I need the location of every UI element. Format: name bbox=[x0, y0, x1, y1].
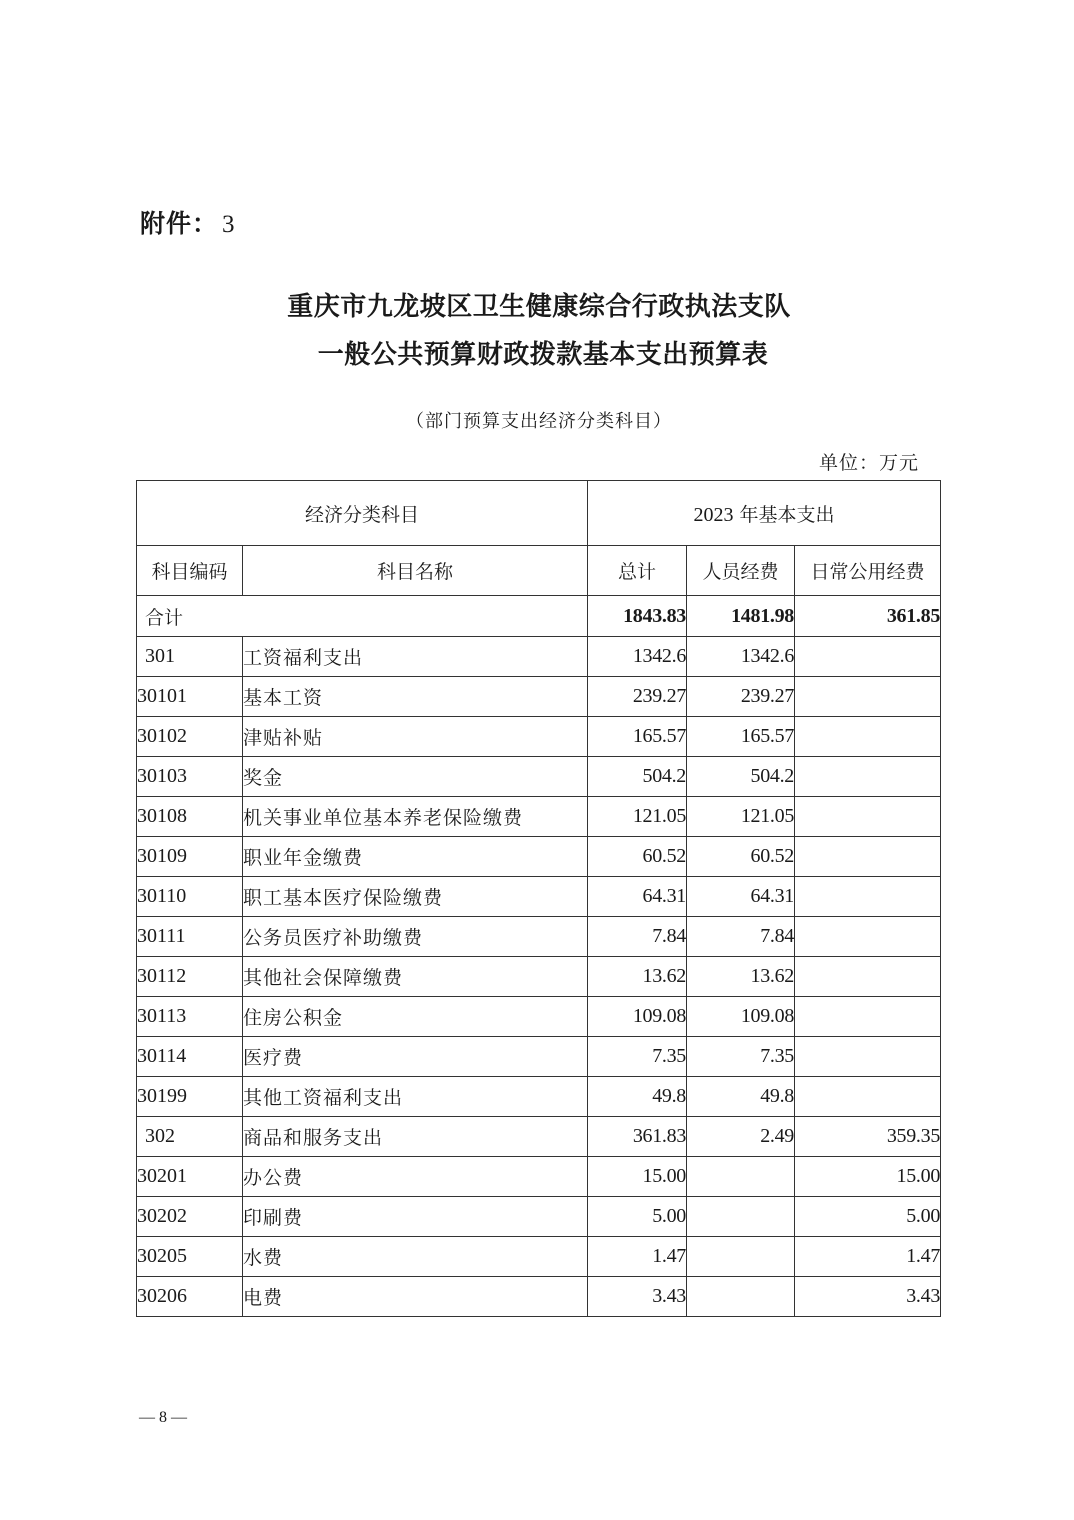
row-code: 30103 bbox=[137, 757, 243, 797]
row-code: 30108 bbox=[137, 797, 243, 837]
table-row bbox=[137, 1237, 941, 1277]
row-code: 30109 bbox=[137, 837, 243, 877]
row-personnel bbox=[687, 1197, 795, 1237]
row-name: 印刷费 bbox=[243, 1197, 588, 1237]
row-code: 30206 bbox=[137, 1277, 243, 1317]
page-number: — 8 — bbox=[139, 1409, 187, 1426]
budget-table bbox=[136, 480, 941, 1317]
header-name: 科目名称 bbox=[243, 546, 588, 596]
row-public bbox=[795, 997, 941, 1037]
row-personnel: 165.57 bbox=[687, 717, 795, 757]
row-total: 361.83 bbox=[588, 1117, 687, 1157]
total-sum: 1843.83 bbox=[588, 596, 687, 637]
row-personnel bbox=[687, 1157, 795, 1197]
row-personnel: 109.08 bbox=[687, 997, 795, 1037]
row-total: 3.43 bbox=[588, 1277, 687, 1317]
row-code: 30114 bbox=[137, 1037, 243, 1077]
row-personnel: 121.05 bbox=[687, 797, 795, 837]
row-total: 1.47 bbox=[588, 1237, 687, 1277]
row-name: 公务员医疗补助缴费 bbox=[243, 917, 588, 957]
row-public bbox=[795, 957, 941, 997]
header-personnel: 人员经费 bbox=[687, 546, 795, 596]
document-subtitle: （部门预算支出经济分类科目） bbox=[406, 411, 672, 432]
row-personnel bbox=[687, 1237, 795, 1277]
header-total: 总计 bbox=[588, 546, 687, 596]
row-public: 359.35 bbox=[795, 1117, 941, 1157]
row-total: 121.05 bbox=[588, 797, 687, 837]
row-public bbox=[795, 837, 941, 877]
row-public bbox=[795, 757, 941, 797]
total-public: 361.85 bbox=[795, 596, 941, 637]
document-title-line-2: 一般公共预算财政拨款基本支出预算表 bbox=[317, 340, 769, 370]
row-personnel: 239.27 bbox=[687, 677, 795, 717]
row-name: 办公费 bbox=[243, 1157, 588, 1197]
row-name: 职工基本医疗保险缴费 bbox=[243, 877, 588, 917]
row-code: 30201 bbox=[137, 1157, 243, 1197]
row-name: 住房公积金 bbox=[243, 997, 588, 1037]
row-total: 5.00 bbox=[588, 1197, 687, 1237]
row-total: 7.35 bbox=[588, 1037, 687, 1077]
header-group-row bbox=[137, 481, 941, 546]
row-total: 239.27 bbox=[588, 677, 687, 717]
header-basic-expenditure: 2023 年基本支出 bbox=[588, 481, 941, 546]
row-personnel: 13.62 bbox=[687, 957, 795, 997]
total-label: 合计 bbox=[137, 596, 588, 637]
row-personnel: 2.49 bbox=[687, 1117, 795, 1157]
row-code: 30101 bbox=[137, 677, 243, 717]
row-total: 165.57 bbox=[588, 717, 687, 757]
row-total: 1342.6 bbox=[588, 637, 687, 677]
header-code: 科目编码 bbox=[137, 546, 243, 596]
table-row bbox=[137, 1037, 941, 1077]
row-public bbox=[795, 1077, 941, 1117]
row-total: 64.31 bbox=[588, 877, 687, 917]
row-personnel bbox=[687, 1277, 795, 1317]
table-row bbox=[137, 637, 941, 677]
row-personnel: 49.8 bbox=[687, 1077, 795, 1117]
row-name: 电费 bbox=[243, 1277, 588, 1317]
row-code: 302 bbox=[137, 1117, 243, 1157]
row-personnel: 64.31 bbox=[687, 877, 795, 917]
table-row bbox=[137, 1197, 941, 1237]
row-name: 其他社会保障缴费 bbox=[243, 957, 588, 997]
row-public bbox=[795, 877, 941, 917]
row-name: 水费 bbox=[243, 1237, 588, 1277]
table-row bbox=[137, 1277, 941, 1317]
row-public bbox=[795, 917, 941, 957]
row-public: 1.47 bbox=[795, 1237, 941, 1277]
row-total: 13.62 bbox=[588, 957, 687, 997]
table-row bbox=[137, 677, 941, 717]
row-code: 30110 bbox=[137, 877, 243, 917]
row-public bbox=[795, 797, 941, 837]
row-name: 职业年金缴费 bbox=[243, 837, 588, 877]
row-code: 30113 bbox=[137, 997, 243, 1037]
row-code: 301 bbox=[137, 637, 243, 677]
row-code: 30205 bbox=[137, 1237, 243, 1277]
attachment-label: 附件： 3 bbox=[140, 209, 236, 238]
row-total: 60.52 bbox=[588, 837, 687, 877]
row-name: 医疗费 bbox=[243, 1037, 588, 1077]
table-row bbox=[137, 797, 941, 837]
row-public bbox=[795, 677, 941, 717]
table-row bbox=[137, 717, 941, 757]
row-public bbox=[795, 637, 941, 677]
unit-label: 单位：万元 bbox=[818, 452, 919, 474]
header-public: 日常公用经费 bbox=[795, 546, 941, 596]
table-row bbox=[137, 957, 941, 997]
table-row bbox=[137, 1117, 941, 1157]
row-total: 15.00 bbox=[588, 1157, 687, 1197]
total-row bbox=[137, 596, 941, 637]
row-public: 15.00 bbox=[795, 1157, 941, 1197]
table-row bbox=[137, 877, 941, 917]
row-total: 504.2 bbox=[588, 757, 687, 797]
table-row bbox=[137, 1157, 941, 1197]
document-title-line-1: 重庆市九龙坡区卫生健康综合行政执法支队 bbox=[287, 292, 791, 322]
row-code: 30112 bbox=[137, 957, 243, 997]
row-personnel: 7.84 bbox=[687, 917, 795, 957]
row-name: 奖金 bbox=[243, 757, 588, 797]
row-name: 津贴补贴 bbox=[243, 717, 588, 757]
table-row bbox=[137, 1077, 941, 1117]
row-personnel: 60.52 bbox=[687, 837, 795, 877]
row-name: 商品和服务支出 bbox=[243, 1117, 588, 1157]
row-personnel: 504.2 bbox=[687, 757, 795, 797]
table-row bbox=[137, 757, 941, 797]
header-columns-row bbox=[137, 546, 941, 596]
row-total: 49.8 bbox=[588, 1077, 687, 1117]
row-name: 机关事业单位基本养老保险缴费 bbox=[243, 797, 588, 837]
row-code: 30111 bbox=[137, 917, 243, 957]
row-code: 30102 bbox=[137, 717, 243, 757]
row-name: 基本工资 bbox=[243, 677, 588, 717]
row-name: 其他工资福利支出 bbox=[243, 1077, 588, 1117]
row-total: 7.84 bbox=[588, 917, 687, 957]
row-code: 30202 bbox=[137, 1197, 243, 1237]
row-name: 工资福利支出 bbox=[243, 637, 588, 677]
table-row bbox=[137, 917, 941, 957]
total-personnel: 1481.98 bbox=[687, 596, 795, 637]
table-row bbox=[137, 837, 941, 877]
row-total: 109.08 bbox=[588, 997, 687, 1037]
row-code: 30199 bbox=[137, 1077, 243, 1117]
attachment-number: 3 bbox=[222, 211, 236, 238]
row-public bbox=[795, 1037, 941, 1077]
row-public: 3.43 bbox=[795, 1277, 941, 1317]
row-personnel: 1342.6 bbox=[687, 637, 795, 677]
row-public bbox=[795, 717, 941, 757]
header-economic-classification: 经济分类科目 bbox=[137, 481, 588, 546]
table-row bbox=[137, 997, 941, 1037]
row-personnel: 7.35 bbox=[687, 1037, 795, 1077]
row-public: 5.00 bbox=[795, 1197, 941, 1237]
